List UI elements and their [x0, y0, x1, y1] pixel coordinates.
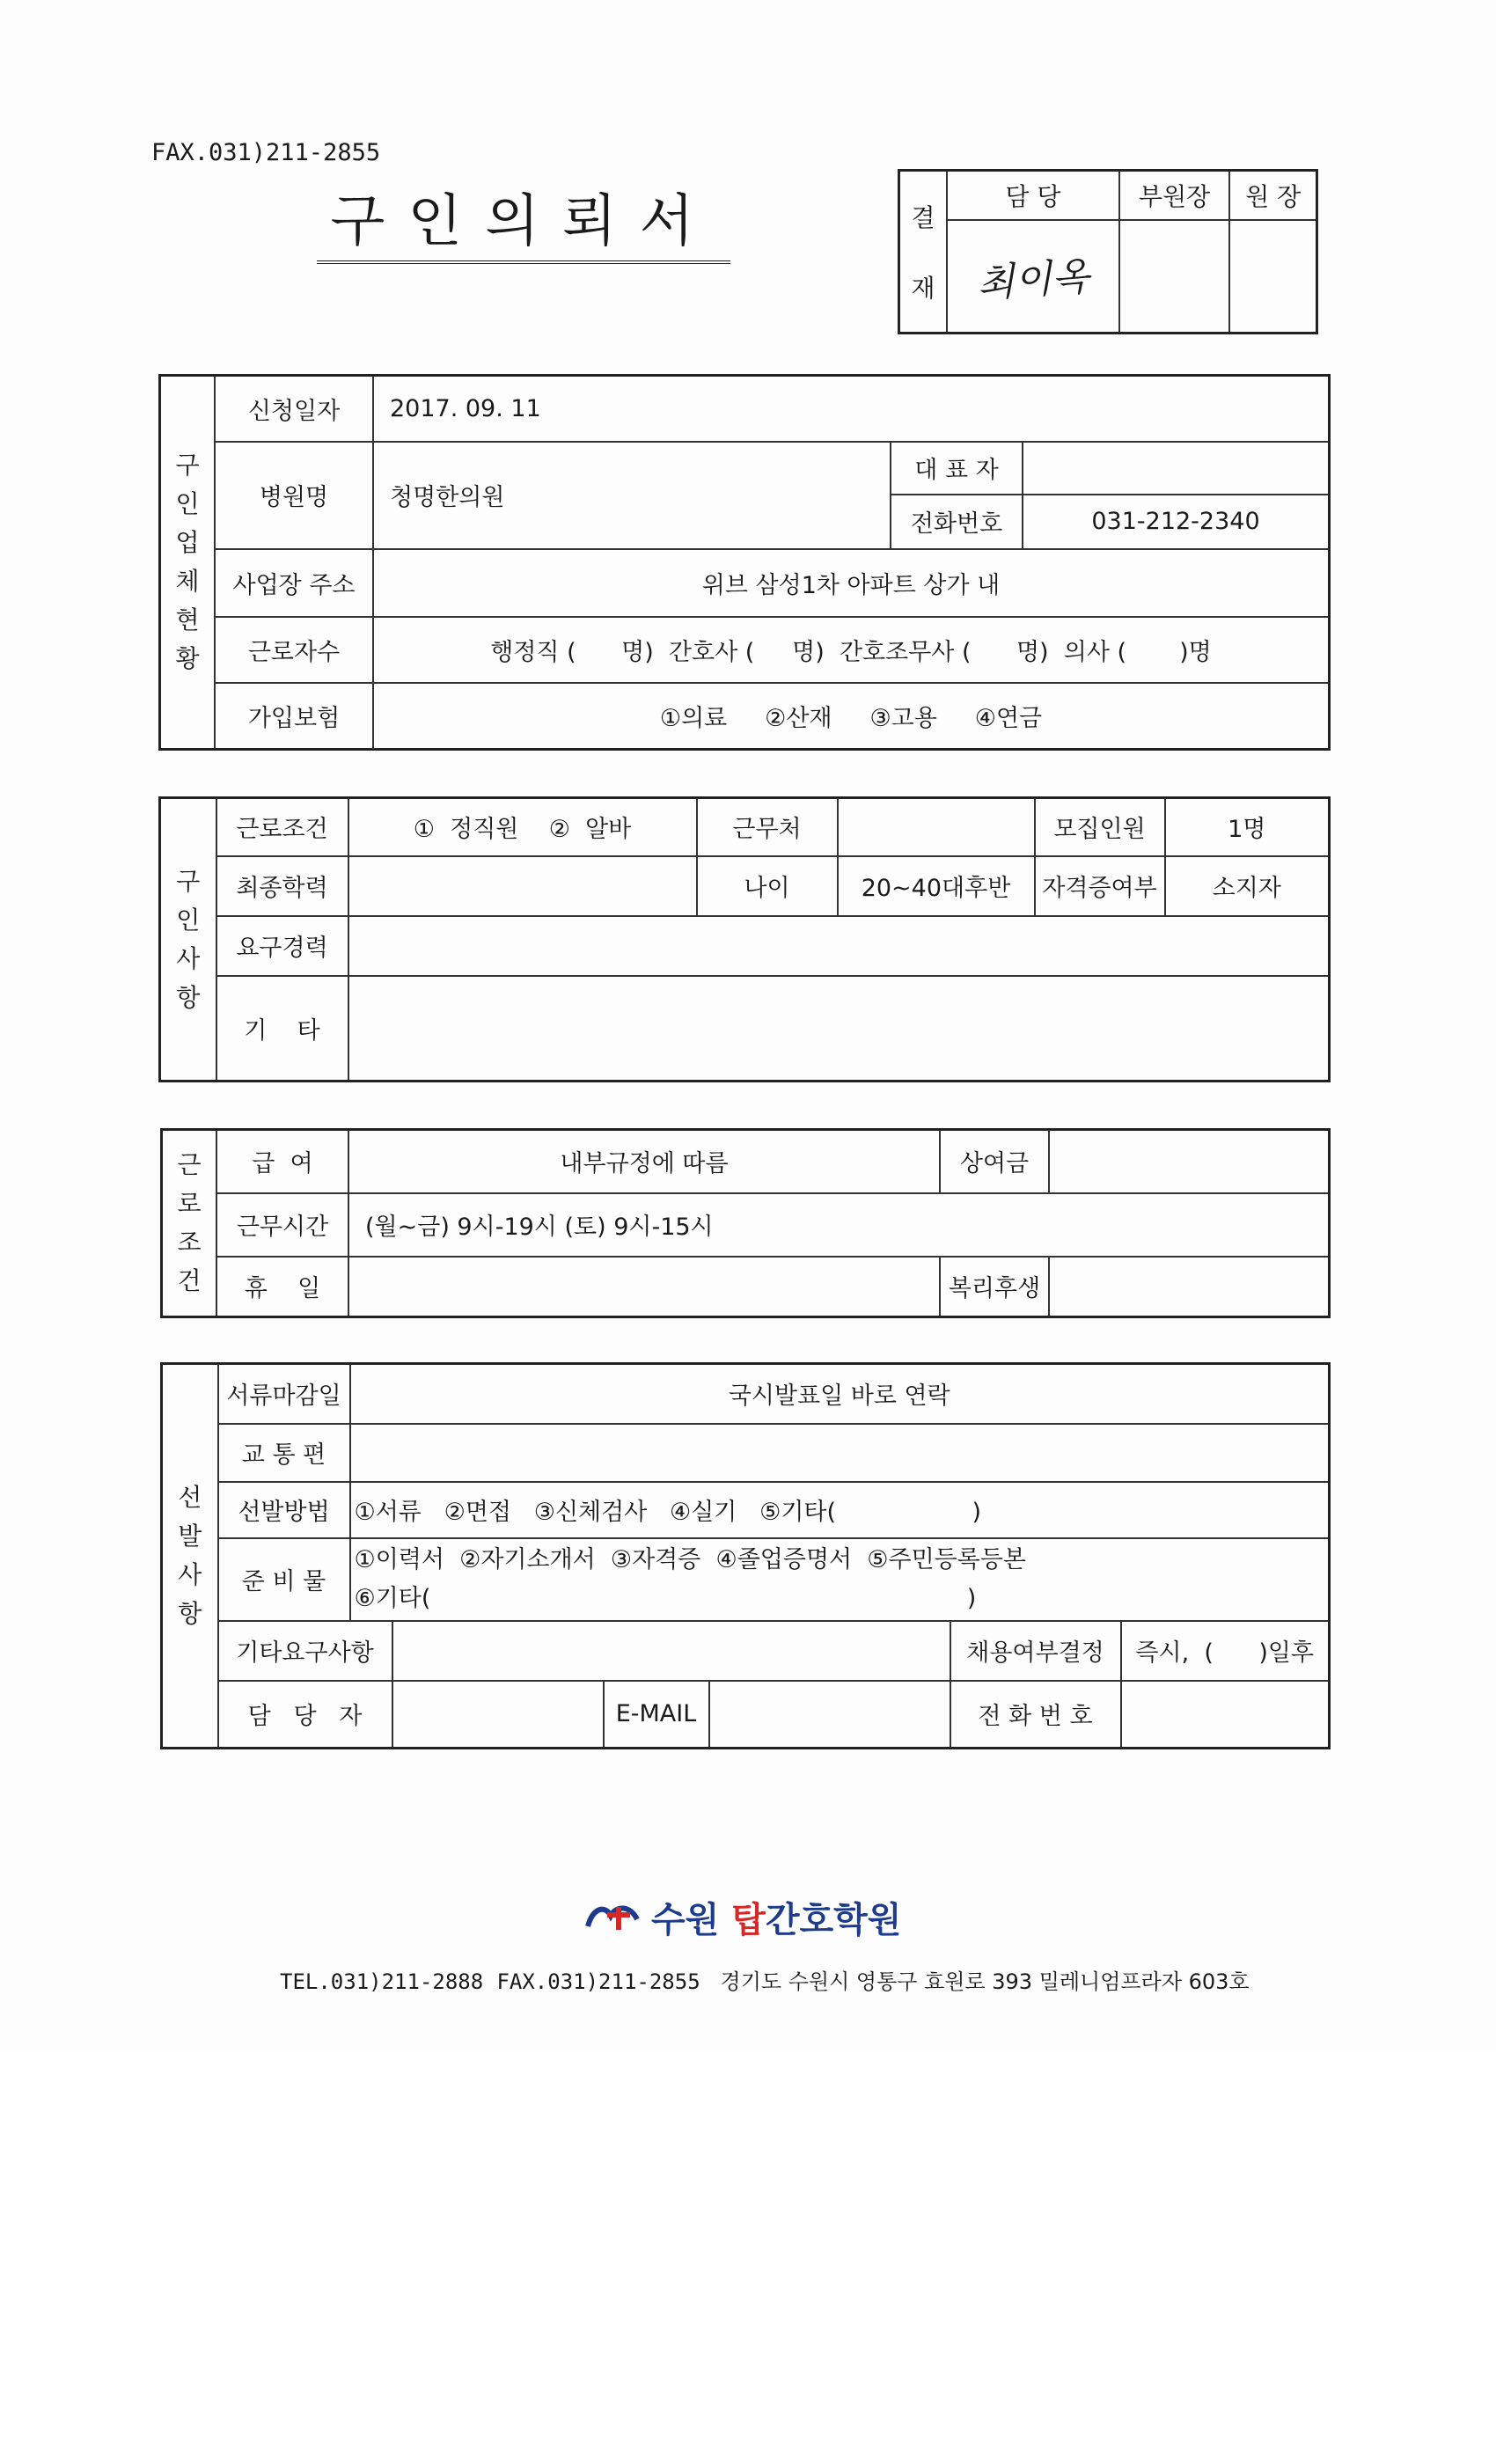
academy-logo-icon: [584, 1900, 642, 1935]
tel-value: [1121, 1681, 1330, 1749]
career-label: 요구경력: [216, 916, 348, 976]
condition-label: 근로조건: [216, 798, 348, 856]
approval-vice-sign: [1119, 220, 1230, 334]
method-value: ①서류 ②면접 ③신체검사 ④실기 ⑤기타( ): [350, 1482, 1330, 1538]
company-section: [158, 374, 1331, 751]
docs-line-2: ⑥기타( ): [354, 1584, 977, 1612]
workers-label: 근로자수: [215, 617, 373, 683]
license-label: 자격증여부: [1035, 856, 1165, 916]
decision-label: 채용여부결정: [950, 1621, 1121, 1681]
place-value: [838, 798, 1035, 856]
email-value: [709, 1681, 950, 1749]
deadline-value: 국시발표일 바로 연락: [350, 1364, 1330, 1424]
holiday-label: 휴 일: [216, 1257, 348, 1317]
welfare-value: [1049, 1257, 1330, 1317]
approval-col-manager: 담 당: [947, 171, 1119, 220]
footer-contact: [280, 1964, 1250, 1995]
docs-value: [350, 1538, 1330, 1621]
transport-value: [350, 1424, 1330, 1482]
hours-value: (월~금) 9시-19시 (토) 9시-15시: [348, 1193, 1330, 1257]
docs-label: 준 비 물: [218, 1538, 350, 1621]
transport-label: 교 통 편: [218, 1424, 350, 1482]
approval-signature: 최이옥: [947, 220, 1119, 334]
salary-label: 급 여: [216, 1130, 348, 1193]
etc-value: [348, 976, 1330, 1082]
education-label: 최종학력: [216, 856, 348, 916]
date-value: 2017. 09. 11: [373, 376, 1330, 442]
education-value: [348, 856, 697, 916]
insurance-label: 가입보험: [215, 683, 373, 750]
job-side-label: 구 인 사 항: [160, 798, 216, 1082]
hospital-value: 청명한의원: [373, 442, 891, 549]
salary-value: 내부규정에 따름: [348, 1130, 940, 1193]
academy-logo: [584, 1892, 901, 1942]
docs-line-1: ①이력서 ②자기소개서 ③자격증 ④졸업증명서 ⑤주민등록등본: [354, 1545, 1026, 1573]
place-label: 근무처: [697, 798, 838, 856]
job-section: [158, 796, 1331, 1082]
insurance-value: ①의료 ②산재 ③고용 ④연금: [373, 683, 1330, 750]
etc-label: 기 타: [216, 976, 348, 1082]
approval-side-label: 결 재: [899, 171, 948, 334]
other-value: [392, 1621, 950, 1681]
footer-address: 경기도 수원시 영통구 효원로 393 밀레니엄프라자 603호: [720, 1969, 1250, 1994]
work-section: [160, 1128, 1331, 1318]
address-value: 위브 삼성1차 아파트 상가 내: [373, 549, 1330, 617]
rep-value: [1023, 442, 1330, 495]
footer-fax: FAX.031)211-2855: [496, 1969, 700, 1994]
method-label: 선발방법: [218, 1482, 350, 1538]
approval-col-vice: 부원장: [1119, 171, 1230, 220]
welfare-label: 복리후생: [940, 1257, 1049, 1317]
holiday-value: [348, 1257, 940, 1317]
bonus-label: 상여금: [940, 1130, 1049, 1193]
document-title: 구인의뢰서: [317, 176, 730, 264]
fax-number: FAX.031)211-2855: [151, 139, 381, 166]
approval-director-sign: [1229, 220, 1316, 334]
recruit-value: 1명: [1165, 798, 1330, 856]
approval-col-director: 원 장: [1229, 171, 1316, 220]
license-value: 소지자: [1165, 856, 1330, 916]
manager-value: [392, 1681, 604, 1749]
tel-label: 전 화 번 호: [950, 1681, 1121, 1749]
hours-label: 근무시간: [216, 1193, 348, 1257]
academy-name: 수원 탑간호학원: [651, 1900, 902, 1940]
workers-value: 행정직 ( 명) 간호사 ( 명) 간호조무사 ( 명) 의사 ( )명: [373, 617, 1330, 683]
other-label: 기타요구사항: [218, 1621, 392, 1681]
age-value: 20~40대후반: [838, 856, 1035, 916]
deadline-label: 서류마감일: [218, 1364, 350, 1424]
condition-value: ① 정직원 ② 알바: [348, 798, 697, 856]
company-side-label: 구 인 업 체 현 황: [160, 376, 216, 750]
date-label: 신청일자: [215, 376, 373, 442]
phone-value: 031-212-2340: [1023, 495, 1330, 549]
recruit-label: 모집인원: [1035, 798, 1165, 856]
decision-value: 즉시, ( )일후: [1121, 1621, 1330, 1681]
bonus-value: [1049, 1130, 1330, 1193]
career-value: [348, 916, 1330, 976]
work-side-label: 근 로 조 건: [162, 1130, 217, 1317]
age-label: 나이: [697, 856, 838, 916]
selection-side-label: 선 발 사 항: [162, 1364, 218, 1749]
hospital-label: 병원명: [215, 442, 373, 549]
rep-label: 대 표 자: [891, 442, 1023, 495]
footer-tel: TEL.031)211-2888: [280, 1969, 484, 1994]
email-label: E-MAIL: [604, 1681, 709, 1749]
address-label: 사업장 주소: [215, 549, 373, 617]
phone-label: 전화번호: [891, 495, 1023, 549]
selection-section: [160, 1362, 1331, 1749]
approval-box: [898, 169, 1318, 334]
manager-label: 담 당 자: [218, 1681, 392, 1749]
